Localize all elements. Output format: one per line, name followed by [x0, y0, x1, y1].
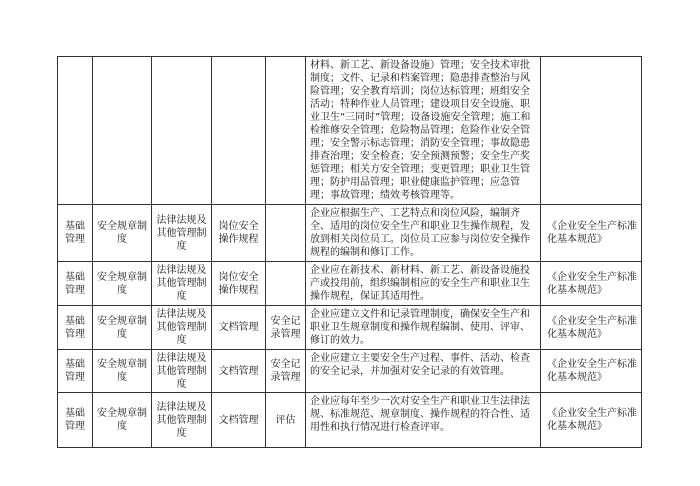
category-level2: 安全规章制度	[93, 205, 152, 262]
category-level3	[152, 57, 212, 205]
category-level2: 安全规章制度	[93, 393, 152, 448]
category-level1: 基础管理	[58, 306, 93, 350]
category-level2	[93, 57, 152, 205]
category-level5: 安全记录管理	[266, 350, 306, 393]
category-level3: 法律法规及其他管理制度	[152, 393, 212, 448]
category-level3: 法律法规及其他管理制度	[152, 350, 212, 393]
category-level4: 岗位安全操作规程	[212, 205, 266, 262]
category-level5	[266, 262, 306, 306]
category-level2: 安全规章制度	[93, 350, 152, 393]
table-row	[58, 262, 642, 306]
requirement-text: 企业应根据生产、工艺特点和岗位风险，编制齐全、适用的岗位安全生产和职业卫生操作规程，发放到相关岗位员工。岗位员工应参与岗位安全操作规程的编制和修订工作。	[306, 205, 541, 262]
basis-text: 《企业安全生产标准化基本规范》	[541, 393, 642, 448]
category-level2: 安全规章制度	[93, 306, 152, 350]
requirement-text: 企业应每年至少一次对安全生产和职业卫生法律法规、标准规范、规章制度、操作规程的符合性、适用性和执行情况进行检查评审。	[306, 393, 541, 448]
category-level5: 评估	[266, 393, 306, 448]
basis-text: 《企业安全生产标准化基本规范》	[541, 262, 642, 306]
basis-text	[541, 57, 642, 205]
requirement-text: 企业应建立文件和记录管理制度，确保安全生产和职业卫生规章制度和操作规程编制、使用、评审、修订的效力。	[306, 306, 541, 350]
table-row	[58, 57, 642, 205]
category-level4: 文档管理	[212, 306, 266, 350]
category-level2: 安全规章制度	[93, 262, 152, 306]
category-level1: 基础管理	[58, 205, 93, 262]
category-level4: 文档管理	[212, 393, 266, 448]
category-level5: 安全记录管理	[266, 306, 306, 350]
category-level4: 文档管理	[212, 350, 266, 393]
table-row	[58, 306, 642, 350]
basis-text: 《企业安全生产标准化基本规范》	[541, 306, 642, 350]
category-level5	[266, 57, 306, 205]
category-level4	[212, 57, 266, 205]
category-level3: 法律法规及其他管理制度	[152, 205, 212, 262]
basis-text: 《企业安全生产标准化基本规范》	[541, 205, 642, 262]
table-row	[58, 205, 642, 262]
regulation-table	[57, 56, 642, 448]
table-row	[58, 393, 642, 448]
requirement-text: 企业应在新技术、新材料、新工艺、新设备设施投产或投用前，组织编制相应的安全生产和职业卫生操作规程，保证其适用性。	[306, 262, 541, 306]
requirement-text: 材料、新工艺、新设备设施）管理；安全技术审批制度；文件、记录和档案管理；隐患排查整治与风险管理；安全教育培训；岗位达标管理；班组安全活动；特种作业人员管理；建设项目安全设施、职业卫生“三同时”管理；设备设施安全管理；施工和检维修安全管理；危险物品管理；危险作业安全管理；安全警示标志管理；消防安全管理；事故隐患排查治理；安全检查；安全预测预警；安全生产奖惩管理；相关方安全管理；变更管理；职业卫生管理；防护用品管理；职业健康监护管理；应急管理；事故管理；绩效考核管理等。	[306, 57, 541, 205]
category-level3: 法律法规及其他管理制度	[152, 262, 212, 306]
category-level1: 基础管理	[58, 262, 93, 306]
category-level1: 基础管理	[58, 393, 93, 448]
category-level1	[58, 57, 93, 205]
category-level3: 法律法规及其他管理制度	[152, 306, 212, 350]
category-level5	[266, 205, 306, 262]
requirement-text: 企业应建立主要安全生产过程、事件、活动、检查的安全记录，并加强对安全记录的有效管理。	[306, 350, 541, 393]
table-row	[58, 350, 642, 393]
category-level1: 基础管理	[58, 350, 93, 393]
basis-text: 《企业安全生产标准化基本规范》	[541, 350, 642, 393]
category-level4: 岗位安全操作规程	[212, 262, 266, 306]
